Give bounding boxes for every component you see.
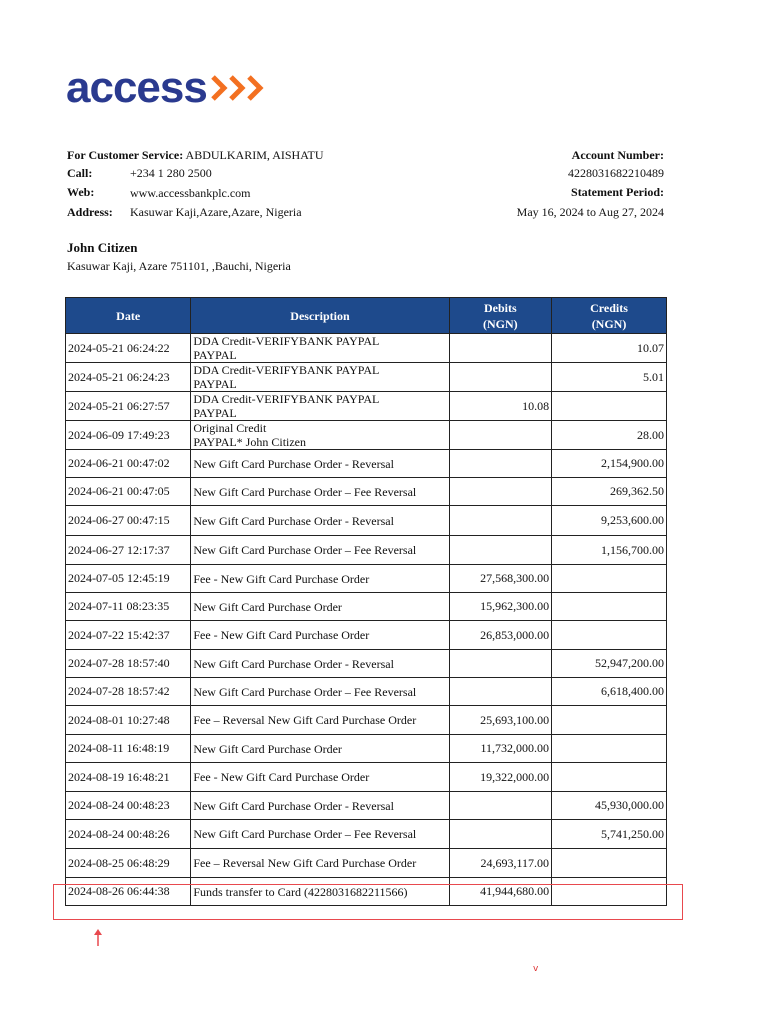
cell-credit: 269,362.50: [552, 478, 667, 506]
cell-date: 2024-05-21 06:24:23: [66, 363, 191, 392]
cell-date: 2024-07-28 18:57:42: [66, 678, 191, 706]
cell-debit: 15,962,300.00: [449, 593, 551, 621]
customer-service-label: For Customer Service:: [67, 148, 184, 162]
cell-debit: 41,944,680.00: [449, 878, 551, 906]
cell-credit: 45,930,000.00: [552, 792, 667, 820]
cell-description: [191, 678, 449, 706]
cell-debit: 19,322,000.00: [449, 763, 551, 792]
web-label: Web:: [67, 185, 95, 199]
description-line-1: DDA Credit-VERIFYBANK PAYPAL: [193, 334, 380, 348]
cell-date: 2024-08-24 00:48:26: [66, 820, 191, 849]
cell-description: [191, 478, 449, 506]
cell-credit: 10.07: [552, 334, 667, 363]
cell-debit: [449, 421, 551, 450]
description-line-1: Fee – Reversal New Gift Card Purchase Order: [193, 856, 417, 870]
cell-credit: 28.00: [552, 421, 667, 450]
cell-description: [191, 421, 449, 450]
cell-date: 2024-07-28 18:57:40: [66, 650, 191, 678]
table-header-row: [66, 298, 667, 334]
highlight-box: [53, 884, 683, 920]
cell-description: [191, 593, 449, 621]
cell-date: 2024-08-25 06:48:29: [66, 849, 191, 878]
cell-description: [191, 621, 449, 650]
cell-debit: [449, 450, 551, 478]
cell-debit: [449, 792, 551, 820]
cell-date: 2024-06-09 17:49:23: [66, 421, 191, 450]
cell-date: 2024-05-21 06:27:57: [66, 392, 191, 421]
cell-description: [191, 536, 449, 565]
cell-debit: 11,732,000.00: [449, 735, 551, 763]
description-line-2: PAYPAL: [193, 377, 237, 391]
cell-description: [191, 763, 449, 792]
cell-description: [191, 392, 449, 421]
description-line-1: Fee - New Gift Card Purchase Order: [193, 571, 370, 586]
table-row: [66, 820, 667, 849]
call-label: Call:: [67, 166, 93, 180]
table-row: [66, 706, 667, 735]
cell-debit: 26,853,000.00: [449, 621, 551, 650]
cell-debit: [449, 678, 551, 706]
cell-credit: 6,618,400.00: [552, 678, 667, 706]
cell-date: 2024-08-19 16:48:21: [66, 763, 191, 792]
description-line-1: New Gift Card Purchase Order: [193, 599, 342, 614]
cell-credit: [552, 849, 667, 878]
logo-wordmark: access: [66, 63, 207, 112]
cell-date: 2024-08-24 00:48:23: [66, 792, 191, 820]
description-line-1: New Gift Card Purchase Order – Fee Reversal: [193, 684, 417, 699]
cell-date: 2024-07-05 12:45:19: [66, 565, 191, 593]
header-debits-label: Debits: [484, 300, 517, 315]
statement-table: [65, 297, 667, 906]
description-line-1: New Gift Card Purchase Order - Reversal: [193, 513, 394, 528]
cell-date: 2024-05-21 06:24:22: [66, 334, 191, 363]
cell-credit: 2,154,900.00: [552, 450, 667, 478]
cell-description: [191, 820, 449, 849]
description-line-1: New Gift Card Purchase Order – Fee Reversal: [193, 484, 417, 499]
table-row: [66, 792, 667, 820]
cell-date: 2024-08-11 16:48:19: [66, 735, 191, 763]
description-line-1: Fee – Reversal New Gift Card Purchase Order: [193, 713, 417, 727]
cell-description: [191, 849, 449, 878]
description-line-2: PAYPAL: [193, 406, 237, 420]
cell-credit: 5.01: [552, 363, 667, 392]
cell-credit: 5,741,250.00: [552, 820, 667, 849]
statement-period-value: May 16, 2024 to Aug 27, 2024: [516, 205, 664, 219]
header-debits-unit: (NGN): [483, 316, 518, 331]
cell-credit: [552, 706, 667, 735]
header-date: Date: [66, 298, 191, 334]
cell-date: 2024-08-26 06:44:38: [66, 878, 191, 906]
cell-description: [191, 450, 449, 478]
table-row: [66, 478, 667, 506]
cell-debit: 10.08: [449, 392, 551, 421]
header-credits-unit: (NGN): [591, 316, 627, 331]
table-row: [66, 735, 667, 763]
up-arrow-icon: [93, 929, 103, 947]
address-value: Kasuwar Kaji,Azare,Azare, Nigeria: [130, 205, 302, 219]
table-row: [66, 565, 667, 593]
description-line-1: Original Credit: [193, 421, 267, 435]
cell-debit: [449, 334, 551, 363]
description-line-1: DDA Credit-VERIFYBANK PAYPAL: [193, 392, 380, 406]
table-row: [66, 621, 667, 650]
web-value[interactable]: www.accessbankplc.com: [130, 186, 251, 200]
cell-date: 2024-07-22 15:42:37: [66, 621, 191, 650]
description-line-1: New Gift Card Purchase Order - Reversal: [193, 656, 394, 671]
table-row: [66, 849, 667, 878]
cell-description: [191, 334, 449, 363]
description-line-1: New Gift Card Purchase Order – Fee Reversal: [193, 543, 417, 557]
header-credits-label: Credits: [590, 300, 628, 315]
customer-service-line: [67, 148, 324, 163]
description-line-1: Fee - New Gift Card Purchase Order: [193, 628, 370, 642]
cell-credit: 52,947,200.00: [552, 650, 667, 678]
cell-date: 2024-06-27 12:17:37: [66, 536, 191, 565]
cell-description: [191, 650, 449, 678]
address-label: Address:: [67, 205, 113, 219]
cell-credit: [552, 735, 667, 763]
cell-date: 2024-06-21 00:47:05: [66, 478, 191, 506]
customer-service-name: ABDULKARIM, AISHATU: [185, 148, 324, 162]
cell-credit: [552, 593, 667, 621]
cell-date: 2024-06-27 00:47:15: [66, 506, 191, 536]
statement-period-label: Statement Period:: [571, 185, 664, 199]
annotation-mark: v: [533, 964, 539, 974]
table-row: [66, 678, 667, 706]
chevrons-icon: [211, 71, 267, 105]
cell-debit: [449, 650, 551, 678]
description-line-1: Funds transfer to Card (4228031682211566): [193, 884, 408, 899]
table-row: [66, 650, 667, 678]
holder-name: John Citizen: [67, 240, 138, 255]
table-row: [66, 536, 667, 565]
cell-credit: [552, 763, 667, 792]
cell-date: 2024-08-01 10:27:48: [66, 706, 191, 735]
table-row: [66, 450, 667, 478]
table-row: [66, 392, 667, 421]
cell-date: 2024-07-11 08:23:35: [66, 593, 191, 621]
description-line-1: DDA Credit-VERIFYBANK PAYPAL: [193, 363, 380, 377]
table-row: [66, 363, 667, 392]
cell-credit: [552, 621, 667, 650]
cell-debit: [449, 478, 551, 506]
description-line-2: PAYPAL: [193, 348, 237, 362]
description-line-1: Fee - New Gift Card Purchase Order: [193, 770, 370, 784]
bank-logo: [66, 63, 267, 112]
account-number-label: Account Number:: [571, 148, 664, 162]
cell-debit: [449, 820, 551, 849]
cell-description: [191, 506, 449, 536]
description-line-2: PAYPAL* John Citizen: [193, 435, 307, 449]
header-debits: [449, 298, 551, 334]
cell-description: [191, 792, 449, 820]
cell-description: [191, 363, 449, 392]
cell-debit: 24,693,117.00: [449, 849, 551, 878]
cell-credit: [552, 392, 667, 421]
cell-credit: [552, 565, 667, 593]
description-line-1: New Gift Card Purchase Order – Fee Reversal: [193, 827, 417, 841]
cell-debit: [449, 363, 551, 392]
table-row: [66, 763, 667, 792]
account-number-value: 4228031682210489: [568, 166, 664, 180]
description-line-1: New Gift Card Purchase Order - Reversal: [193, 798, 394, 813]
cell-description: [191, 565, 449, 593]
header-description: Description: [191, 298, 449, 334]
description-line-1: New Gift Card Purchase Order: [193, 741, 342, 756]
cell-debit: [449, 506, 551, 536]
cell-description: [191, 735, 449, 763]
description-line-1: New Gift Card Purchase Order - Reversal: [193, 456, 394, 471]
cell-date: 2024-06-21 00:47:02: [66, 450, 191, 478]
cell-credit: 1,156,700.00: [552, 536, 667, 565]
cell-debit: [449, 536, 551, 565]
cell-description: [191, 706, 449, 735]
table-row: [66, 421, 667, 450]
table-row: [66, 506, 667, 536]
cell-debit: 25,693,100.00: [449, 706, 551, 735]
table-row: [66, 334, 667, 363]
holder-address: Kasuwar Kaji, Azare 751101, ,Bauchi, Nigeria: [67, 259, 291, 273]
table-row: [66, 593, 667, 621]
header-credits: [552, 298, 667, 334]
call-value: +234 1 280 2500: [130, 166, 212, 180]
cell-debit: 27,568,300.00: [449, 565, 551, 593]
cell-credit: 9,253,600.00: [552, 506, 667, 536]
